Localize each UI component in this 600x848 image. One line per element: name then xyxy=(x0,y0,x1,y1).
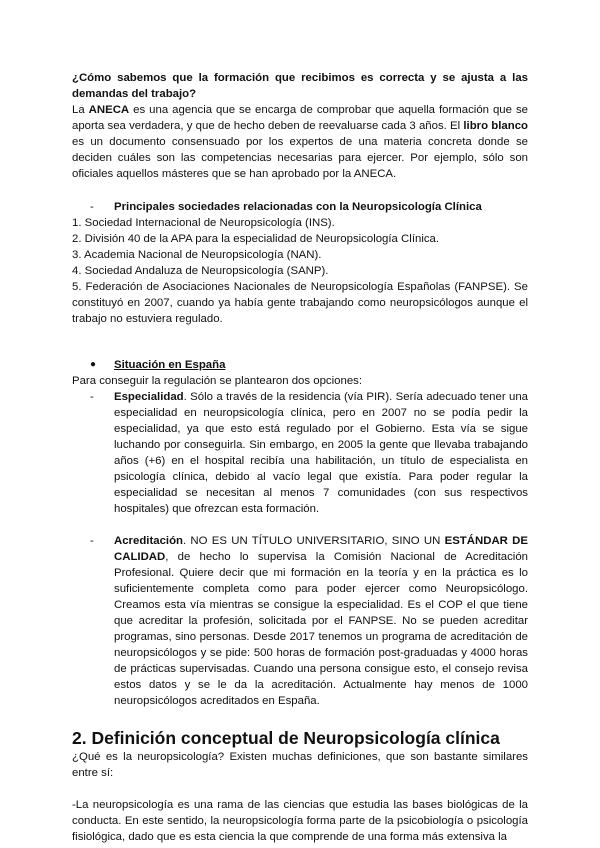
society-item: 3. Academia Nacional de Neuropsicología (NAN). xyxy=(72,249,322,261)
section-2-intro: ¿Qué es la neuropsicología? Existen muchas definiciones, que son bastante similares entre sí: xyxy=(72,751,528,779)
societies-title: Principales sociedades relacionadas con la Neuropsicología Clínica xyxy=(114,201,482,213)
bullet-icon: ● xyxy=(90,359,97,370)
spain-intro: Para conseguir la regulación se plantearon dos opciones: xyxy=(72,375,363,387)
option-title: Acreditación xyxy=(114,535,183,547)
option-title: Especialidad xyxy=(114,391,184,403)
text-run: es un documento consensuado por los expertos de una materia concreta donde se deciden cuáles son las competencias necesarias para ejercer. Por ejemplo, sólo son oficiales aquellos másteres que se han aprobado por la ANECA. xyxy=(72,136,528,180)
aneca-paragraph xyxy=(72,102,528,182)
option-body xyxy=(114,533,528,709)
dash-marker: - xyxy=(90,201,94,213)
society-item: 2. División 40 de la APA para la especialidad de Neuropsicología Clínica. xyxy=(72,233,440,245)
option-text: , de hecho lo supervisa la Comisión Nacional de Acreditación Profesional. Quiere decir que mi formación en la teoría y en la práctica es lo suficientemente completa como para poder ejercer como Neuropsicólogo. Creamos esta vía mientras se consigue la especialidad. Es el COP el que tiene que acreditar la profesión, solicitada por el FANPSE. No se pueden acreditar programas, sino personas. Desde 2017 tenemos un programa de acreditación de neuropsicólogos y se pide: 500 horas de formación post-graduadas y 4000 horas de prácticas supervisadas. Cuando una persona consigue esto, el consejo revisa estos datos y se le da la acreditación. Actualmente hay menos de 1000 neuropsicólogos acreditados en España. xyxy=(114,551,528,707)
text-run: es una agencia que se encarga de comprobar que aquella formación que se aporta sea verdadera, y que de hecho deben de reevaluarse cada 3 años. El xyxy=(72,104,528,132)
societies-heading xyxy=(72,199,528,215)
option-text: . NO ES UN TÍTULO UNIVERSITARIO, SINO UN xyxy=(183,535,445,547)
text-run: La xyxy=(72,104,89,116)
dash-marker: - xyxy=(90,391,94,403)
option-especialidad xyxy=(72,389,528,517)
document-page xyxy=(72,70,528,845)
spain-heading xyxy=(72,357,528,373)
option-acreditacion xyxy=(72,533,528,709)
option-body xyxy=(114,389,528,517)
spain-title: Situación en España xyxy=(114,359,226,371)
option-text: . Sólo a través de la residencia (vía PIR). Sería adecuado tener una especialidad en neuropsicología clínica, pero en 2007 no se podía pedir la especialidad, ya que esto está regulado por el Gobierno. Esta vía se sigue luchando por conseguirla. Sin embargo, en 2005 la gente que llevaba trabajando años (+6) en el hospital recibía una habilitación, un título de especialista en psicología clínica, debido al vacío legal que existía. Para poder regular la especialidad se necesitan al menos 7 comunidades (con sus respectivos hospitales) que ofrezcan esta formación. xyxy=(114,391,528,515)
society-item: 5. Federación de Asociaciones Nacionales de Neuropsicología Españolas (FANPSE). Se constituyó en 2007, cuando ya había gente trabajando como neuropsicólogos aunque el trabajo no estuviera regulado. xyxy=(72,281,528,325)
question-heading: ¿Cómo sabemos que la formación que recibimos es correcta y se ajusta a las demandas del trabajo? xyxy=(72,72,528,100)
society-item: 4. Sociedad Andaluza de Neuropsicología (SANP). xyxy=(72,265,329,277)
section-2-heading: 2. Definición conceptual de Neuropsicología clínica xyxy=(72,728,500,748)
estandar-bold: ESTÁNDAR DE CALIDAD xyxy=(114,535,528,563)
section-2-paragraph: -La neuropsicología es una rama de las ciencias que estudia las bases biológicas de la conducta. En este sentido, la neuropsicología forma parte de la psicobiología o psicología fisiológica, dado que es esta ciencia la que comprende de una forma más extensiva la xyxy=(72,799,528,843)
society-item: 1. Sociedad Internacional de Neuropsicología (INS). xyxy=(72,217,335,229)
aneca-bold: ANECA xyxy=(88,104,130,116)
dash-marker: - xyxy=(90,535,94,547)
libro-blanco-bold: libro blanco xyxy=(463,120,528,132)
